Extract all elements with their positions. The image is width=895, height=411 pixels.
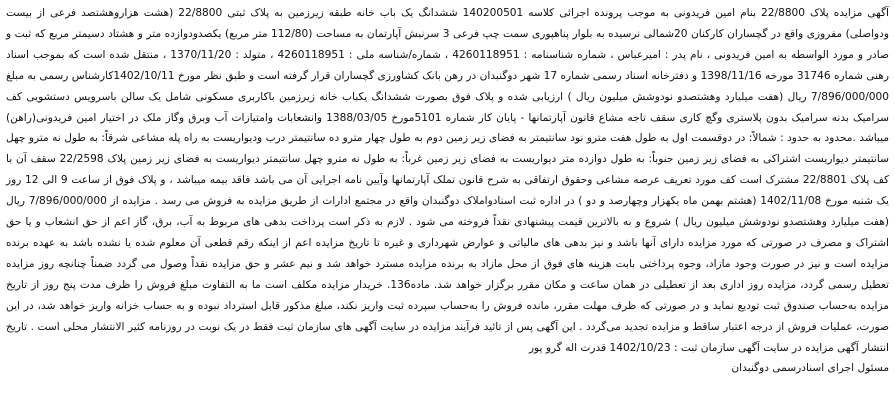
notice-body: فرعی از بیست ودواصلی) مفروزی واقع در گچساران کارکنان 20شمالی نرسیده به بلوار پناهپوری سمت چپ فرعی 3 سرنبش آپارتمان به مساحت (112/80 متر مربع) یکصدودوازده متر و هشتاد دسیمتر مربع که ثبت و صادر و مورد الواسطه به امین فریدونی ، نام پدر : امیرعباس ، شماره شناسنامه : 4260118951 ، شماره/شناسه ملی : 4260118951 ، متولد : 1370/11/20 ، منتقل شده است که بموجب اسناد رهنی شماره 31746 مورخه 1398/11/16 و دفترخانه اسناد رسمی شماره 17 شهر دوگنبدان در رهن بانک کشاورزی گچساران قرار گرفته است و طبق نظر مورخ 1402/10/11کارشناس رسمی به مبلغ 7/896/000/000 ریال (هفت میلیارد وهشتصدو نودوشش میلیون ریال ) ارزیابی شده و پلاک فوق بصورت ششدانگ یکباب خانه زیرزمین باکاربری مسکونی شامل یک سالن باسرویس دستشویی کف سرامیک بدنه سرامیک بدون پلاستری وگچ کاری سقف تاجه مشاع قانون آپارتمانها - پایان کار شماره 5101مورخ 1388/03/05 وانشعابات وامتیازات آب وبرق وگاز ملک در اختیار امین فریدونی(راهن) میباشد .محدود به حدود : شمالاً: در دوقسمت اول به طول هفت مترو نود سانتیمتر به فضای زیر زمین دوم به طول چهار مترو ده سانتیمتر درب ودیواریست به راه پله مشاعی شرقاً: به طول نه مترو چهل سانتیمتر دیواریست اشتراکی به فضای زیر زمین جنوباً: به طول دوازده متر دیواریست به فضای زیر زمین غرباً: به طول نه مترو چهل سانتیمتر دیواریست به فضای زیر زمین پلاک 22/2598 سقف آن با کف پلاک 22/8801 مشترک است کف مورد تعریف عرصه مشاعی وحقوق ارتفاقی به شرح قانون تملک آپارتمانها وآیین نامه اجرایی آن می باشد فاقد بیمه میباشد ، و پلاک فوق از ساعت 9 الی 12 روز یک شنبه مورخ 1402/11/08 (هشتم بهمن ماه یکهزار وچهارصد و دو ) در اداره ثبت اسنادواملاک دوگنبدان واقع در مجتمع ادارات از طریق مزایده به فروش می رسد . مزایده از 7/896/000/000 ریال (هفت میلیارد وهشتصدو نودوشش میلیون ریال ) شروع و به بالاترین قیمت پیشنهادی نقداً فروخته می شود . لازم به ذکر است پرداخت بدهی های مربوط به آب، برق، گاز اعم از حق انشعاب و یا حق اشتراک و مصرف در صورتی که مورد مزایده دارای آنها باشد و نیز بدهی های مالیاتی و عوارض شهرداری و غیره تا تاریخ مزایده اعم از اینکه رقم قطعی آن معلوم شده یا نشده باشد به عهده برنده مزایده است و نیز در صورت وجود مازاد، وجوه پرداختی بابت هزینه های فوق از محل مازاد به برنده مزایده مسترد خواهد شد و نیم عشر و حق مزایده نقداً وصول می گردد ضمناً چنانچه روز مزایده تعطیل رسمی گردد، مزایده روز اداری بعد از تعطیلی در همان ساعت و مکان مقرر برگزار خواهد شد. ماده136. خریدار مزایده مکلف است ما به التفاوت مبلغ فروش را ظرف مدت پنج روز از تاریخ مزایده به‌حساب صندوق ثبت تودیع نماید و در صورتی که ظرف مهلت مقرر، مانده فروش را به‌حساب سپرده ثبت واریز نکند، مبلغ مذکور قابل استرداد نبوده و به حساب خزانه واریز خواهد شد، در این صورت، عملیات فروش از درجه اعتبار ساقط و مزایده تجدید می‌گردد . این آگهی پس از تائید فرآیند مزایده در سایت آگهی های سازمان ثبت فقط در یک نوبت در روزنامه کثیر الانتشار محلی است . تاریخ انتشار آگهی مزایده در سایت آگهی سازمان ثبت : 1402/10/23 قدرت اله گرو پور xyxy=(6,7,890,354)
notice-title-line: آگهی مزایده پلاک 22/8800 بنام امین فریدونی به موجب پرونده اجرائی کلاسه 140200501 ششدانگ یک باب خانه طبقه زیرزمین به پلاک ثبتی 22/8800 (هشت هزاروهشتصد xyxy=(81,7,889,19)
notice-signature: مسئول اجرای اسنادرسمی دوگنبدان xyxy=(731,362,889,375)
notice-text xyxy=(6,3,889,379)
